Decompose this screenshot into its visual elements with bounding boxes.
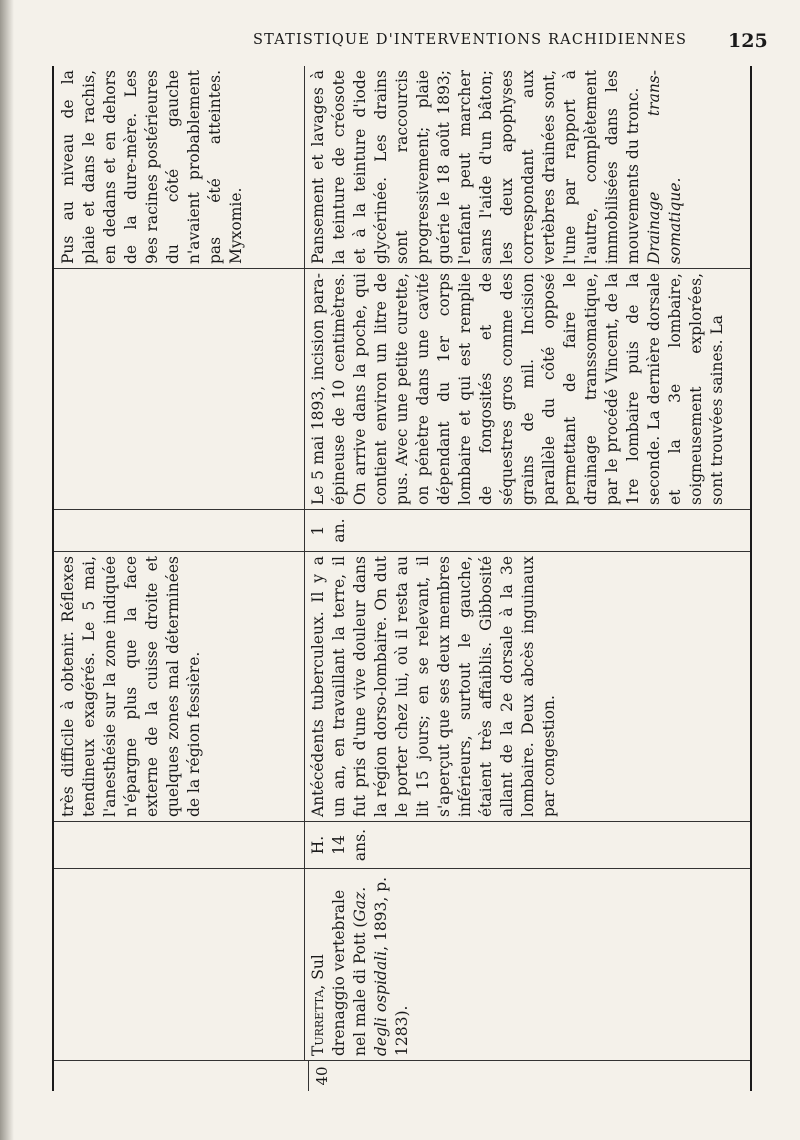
statistics-table-frame — [52, 66, 752, 1091]
prev-history-text: très difficile à obtenir. Réflexes tendineux exagérés. Le 5 mai, l'anesthésie sur la zone indiquée n'épargne plus que la face externe de la cuisse droite et quelques zones mal déterminées de la région fessière. — [59, 556, 203, 817]
case-result-text: Pansement et lavages à la teinture de créosote et à la teinture d'iode glycérinée. Les drains sont raccourcis progressivement; plaie guérie le 18 août 1893; l'enfant peut marcher sans l'aide d'un bâton; les deux apophyses correspondant aux vertèbres drainées sont, l'une par rapport à l'autre, complètement immobilisées dans les mouvements du tronc. — [309, 70, 642, 264]
column-result — [54, 66, 750, 269]
patient-sex: H. — [309, 835, 327, 855]
page-gutter-shadow — [0, 0, 14, 1140]
page-header — [0, 26, 800, 54]
author-citation — [305, 873, 413, 1056]
column-history — [54, 552, 750, 822]
column-duration — [54, 510, 750, 552]
column-number — [54, 1061, 750, 1091]
statistics-table — [52, 66, 752, 1091]
case-duration: 1 an. — [309, 518, 348, 543]
case-history-text: Antécédents tuberculeux. Il y a un an, en travaillant la terre, il fut pris d'une vive douleur dans la région dorso-lombaire. On dut le porter chez lui, où il resta au lit 15 jours; en se relevant, il s'aperçut que ses deux membres inférieurs, surtout le gauche, étaient très affaiblis. Gibbosité allant de la 2e dorsale à la 3e lombaire. Deux abcès inguinaux par congestion. — [309, 556, 558, 817]
prev-result-text: Pus au niveau de la plaie et dans le rachis, en dedans et en dehors de la dure-mère. Les 9es racines postérieures du côté gauche n'avaient probablement pas été atteintes. Myxomie. — [59, 70, 245, 264]
citation-details: , 1893, p. 1283). — [372, 876, 411, 1056]
running-title: STATISTIQUE D'INTERVENTIONS RACHIDIENNES — [253, 32, 688, 48]
case-result-tag: Drainage trans-somatique. — [645, 70, 684, 264]
case-result — [305, 70, 686, 264]
column-sex-age — [54, 822, 750, 869]
page-number: 125 — [728, 30, 768, 52]
author-title: , Sul drenaggio vertebrale nel male di Pott ( — [309, 889, 369, 1056]
journal-name: Gaz. degli ospidali — [351, 886, 390, 1056]
patient-age: 14 ans. — [330, 828, 369, 862]
column-operation — [54, 269, 750, 510]
author-name: Turretta — [309, 989, 327, 1056]
case-operation-text: Le 5 mai 1893, incision para-épineuse de 10 centimètres. On arrive dans la poche, qui contient environ un litre de pus. Avec une petite curette, on pénètre dans une cavité dépendant du 1er corps lombaire et qui est remplie de fongosités et de séquestres gros comme des grains de mil. Incision parallèle du côté opposé permettant de faire le drainage transsomatique, par le procédé Vincent, de la 1re lombaire puis de la seconde. La dernière dorsale et la 3e lombaire, soigneusement explorées, sont trouvées saines. La — [309, 273, 726, 505]
column-author — [54, 869, 750, 1061]
case-number: 40 — [313, 1066, 331, 1086]
